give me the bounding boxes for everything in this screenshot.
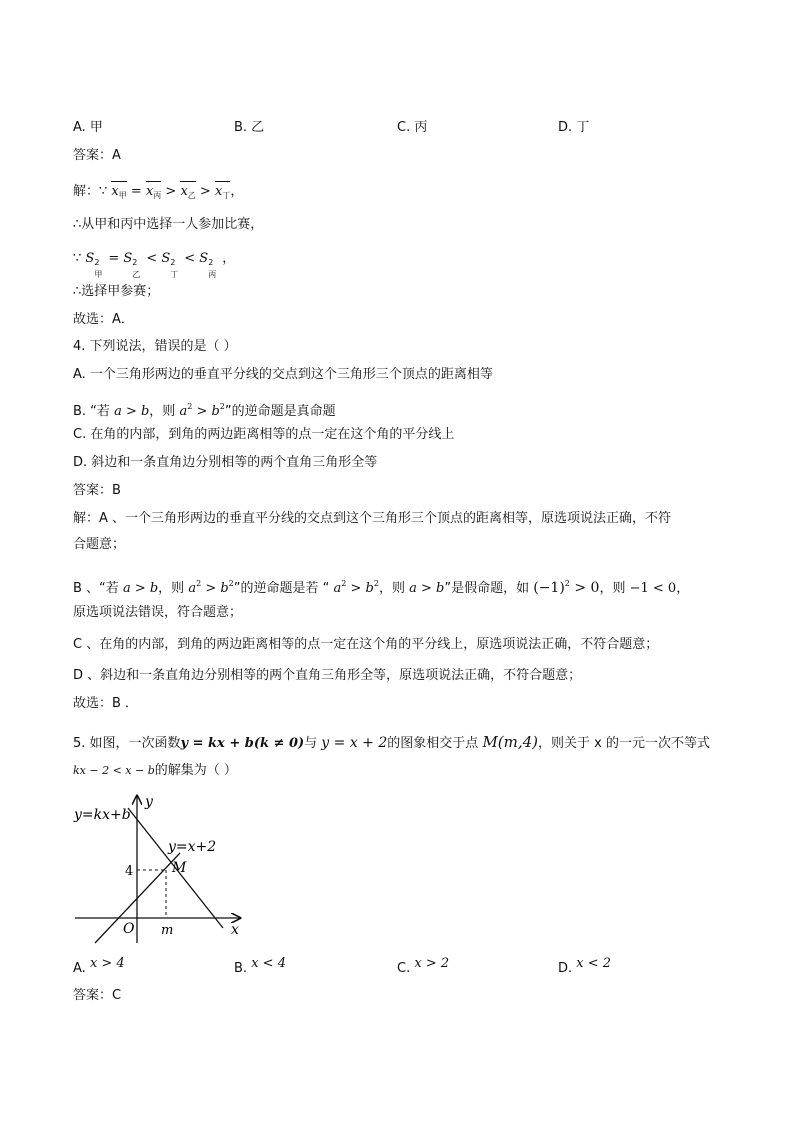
q4-option-a: A. 一个三角形两边的垂直平分线的交点到这个三角形三个顶点的距离相等: [73, 367, 493, 382]
solution-line: 原选项说法错误，符合题意；: [73, 605, 243, 620]
option-b: B. 乙: [234, 120, 265, 135]
label-y: y: [145, 794, 153, 810]
label-o: O: [123, 921, 135, 937]
answer: 答案：C: [73, 988, 122, 1003]
label-line1: y=kx+b: [74, 807, 131, 823]
answer: 答案：B: [73, 483, 121, 498]
solution-line: ∴从甲和丙中选择一人参加比赛，: [73, 217, 264, 232]
choose-line: 故选：B ．: [73, 696, 139, 711]
q5-option-c: C. x > 2: [397, 956, 450, 976]
q4-option-d: D. 斜边和一条直角边分别相等的两个直角三角形全等: [73, 455, 378, 470]
answer: 答案：A: [73, 148, 121, 163]
q4-option-c: C. 在角的内部，到角的两边距离相等的点一定在这个角的平分线上: [73, 427, 455, 442]
solution-line: C 、在角的内部，到角的两边距离相等的点一定在这个角的平分线上，原选项说法正确，不符合题意；: [73, 637, 659, 652]
solution-line: 解：A 、一个三角形两边的垂直平分线的交点到这个三角形三个顶点的距离相等，原选项说法正确，不符: [73, 511, 672, 526]
q5-option-d: D. x < 2: [558, 956, 612, 976]
label-x: x: [231, 922, 239, 938]
question-5-stem-cont: kx − 2 < x − b的解集为（ ）: [73, 763, 237, 778]
option-a: A. 甲: [73, 120, 103, 135]
solution-line-variance: ∵ S 2 甲 = S 2 乙 < S 2 丁 < S 2 丙 ，: [73, 251, 236, 279]
choose-line: 故选：A．: [73, 312, 134, 327]
q5-option-b: B. x < 4: [234, 956, 286, 976]
q4-option-b: B. “若 a > b，则 $a^2 > b^2$”的逆命题是真命题: [73, 402, 336, 419]
question-5-stem: 5. 如图，一次函数y = kx + b(k ≠ 0)与 y = x + 2的图象相交于点 M(m,4)，则关于 x 的一元一次不等式: [73, 733, 711, 751]
label-m: m: [161, 923, 174, 938]
function-graph: [70, 788, 250, 948]
solution-line-b: B 、“若 a > b，则 $a^2 > b^2$”的逆命题是若 “ $a^2 > b^2$，则 a > b”是假命题，如 $(-1)^2 > 0$，则 −1 < 0，: [73, 579, 690, 596]
label-line2: y=x+2: [168, 839, 217, 855]
q5-option-a: A. x > 4: [73, 956, 125, 976]
question-4-stem: 4. 下列说法，错误的是（ ）: [73, 339, 237, 354]
solution-line: 合题意；: [73, 537, 126, 552]
solution-line: ∴选择甲参赛；: [73, 284, 160, 299]
solution-line: D 、斜边和一条直角边分别相等的两个直角三角形全等，原选项说法正确，不符合题意；: [73, 668, 582, 683]
option-c: C. 丙: [397, 120, 428, 135]
label-M: M: [172, 860, 187, 876]
label-4: 4: [125, 864, 134, 879]
solution-line-mean: 解：∵ $x_甲 = x_丙 > x_乙 > x_丁$，: [73, 181, 243, 205]
option-d: D. 丁: [558, 120, 590, 135]
